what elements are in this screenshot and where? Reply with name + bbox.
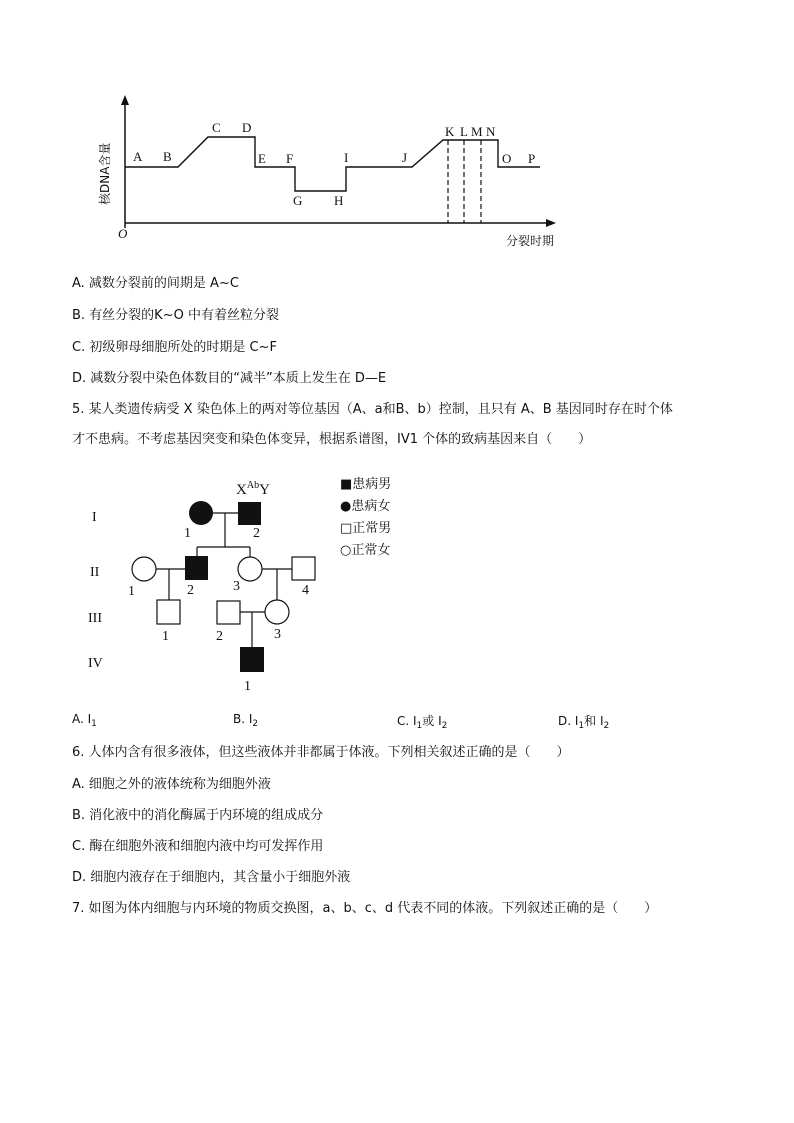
label-i2: 2: [253, 526, 260, 541]
point-p: P: [528, 151, 536, 166]
label-iii3: 3: [274, 627, 281, 642]
q5-stem-line1: 5. 某人类遗传病受 X 染色体上的两对等位基因（A、a和B、b）控制，且只有 A、B 基因同时存在时个体: [72, 402, 673, 417]
point-h: H: [334, 193, 344, 208]
dna-content-chart: [80, 90, 580, 255]
dna-curve: [125, 137, 540, 191]
q4-option-b: B. 有丝分裂的K~O 中有着丝粒分裂: [72, 308, 279, 323]
genotype-label: $X^{Ab}Y$: [236, 480, 270, 498]
generation-i: I: [92, 510, 97, 525]
point-c: C: [212, 120, 221, 135]
generation-iii: III: [88, 611, 102, 626]
label-iv1: 1: [244, 679, 251, 694]
label-ii3: 3: [233, 579, 240, 594]
point-m: M: [471, 124, 483, 139]
individual-ii1-normal-female: [132, 557, 156, 581]
label-ii4: 4: [302, 583, 309, 598]
generation-ii: II: [90, 565, 100, 580]
generation-iv: IV: [88, 656, 103, 671]
individual-iii3-normal-female: [265, 600, 289, 624]
q6-option-a: A. 细胞之外的液体统称为细胞外液: [72, 777, 271, 792]
pedigree-legend: [340, 474, 391, 562]
point-n: N: [486, 124, 496, 139]
q5-option-a: A. $I_1$: [72, 712, 97, 729]
q6-stem: 6. 人体内含有很多液体，但这些液体并非都属于体液。下列相关叙述正确的是（ ）: [72, 745, 570, 760]
individual-ii3-normal-female: [238, 557, 262, 581]
label-i1: 1: [184, 526, 191, 541]
legend-normal-female: ○正常女: [340, 543, 391, 558]
label-ii2: 2: [187, 583, 194, 598]
individual-iii1-normal-male: [157, 600, 180, 624]
q6-option-d: D. 细胞内液存在于细胞内，其含量小于细胞外液: [72, 870, 351, 885]
q4-option-c: C. 初级卵母细胞所处的时期是 C~F: [72, 340, 277, 355]
individual-ii4-normal-male: [292, 557, 315, 580]
y-axis-arrow: [121, 95, 129, 105]
point-k: K: [445, 124, 455, 139]
q5-option-b: B. $I_2$: [233, 712, 259, 729]
legend-normal-male: □正常男: [340, 521, 392, 536]
origin-label: O: [118, 226, 128, 241]
q5-option-d: D. $I_1$和 $I_2$: [558, 714, 610, 731]
point-d: D: [242, 120, 252, 135]
point-o: O: [502, 151, 512, 166]
label-ii1: 1: [128, 584, 135, 599]
individual-ii2-affected-male: [185, 556, 208, 580]
point-g: G: [293, 193, 303, 208]
point-j: J: [402, 150, 408, 165]
q7-stem: 7. 如图为体内细胞与内环境的物质交换图，a、b、c、d 代表不同的体液。下列叙述正确的是（ ）: [72, 901, 658, 916]
point-b: B: [163, 149, 172, 164]
point-i: I: [344, 150, 349, 165]
x-axis-arrow: [546, 219, 556, 227]
individual-i2-affected-male: [238, 502, 261, 525]
individual-iv1-affected-male: [240, 647, 264, 672]
q5-stem-line2: 才不患病。不考虑基因突变和染色体变异，根据系谱图，IV1 个体的致病基因来自（ ）: [72, 432, 592, 447]
legend-affected-female: ●患病女: [340, 499, 391, 514]
q5-option-c: C. $I_1$或 $I_2$: [397, 714, 448, 731]
label-iii2: 2: [216, 629, 223, 644]
point-l: L: [460, 124, 468, 139]
point-f: F: [286, 151, 294, 166]
label-iii1: 1: [162, 629, 169, 644]
q6-option-c: C. 酶在细胞外液和细胞内液中均可发挥作用: [72, 839, 324, 854]
legend-affected-male: ■患病男: [340, 477, 392, 492]
q4-option-a: A. 减数分裂前的间期是 A~C: [72, 276, 239, 291]
q6-option-b: B. 消化液中的消化酶属于内环境的组成成分: [72, 808, 324, 823]
individual-iii2-normal-male: [217, 601, 240, 624]
y-axis-label: 核DNA含量: [98, 142, 112, 205]
x-axis-label: 分裂时期: [506, 234, 555, 248]
individual-i1-affected-female: [189, 501, 213, 525]
point-e: E: [258, 151, 266, 166]
point-a: A: [133, 149, 143, 164]
q4-option-d: D. 减数分裂中染色体数目的“减半”本质上发生在 D—E: [72, 371, 387, 386]
